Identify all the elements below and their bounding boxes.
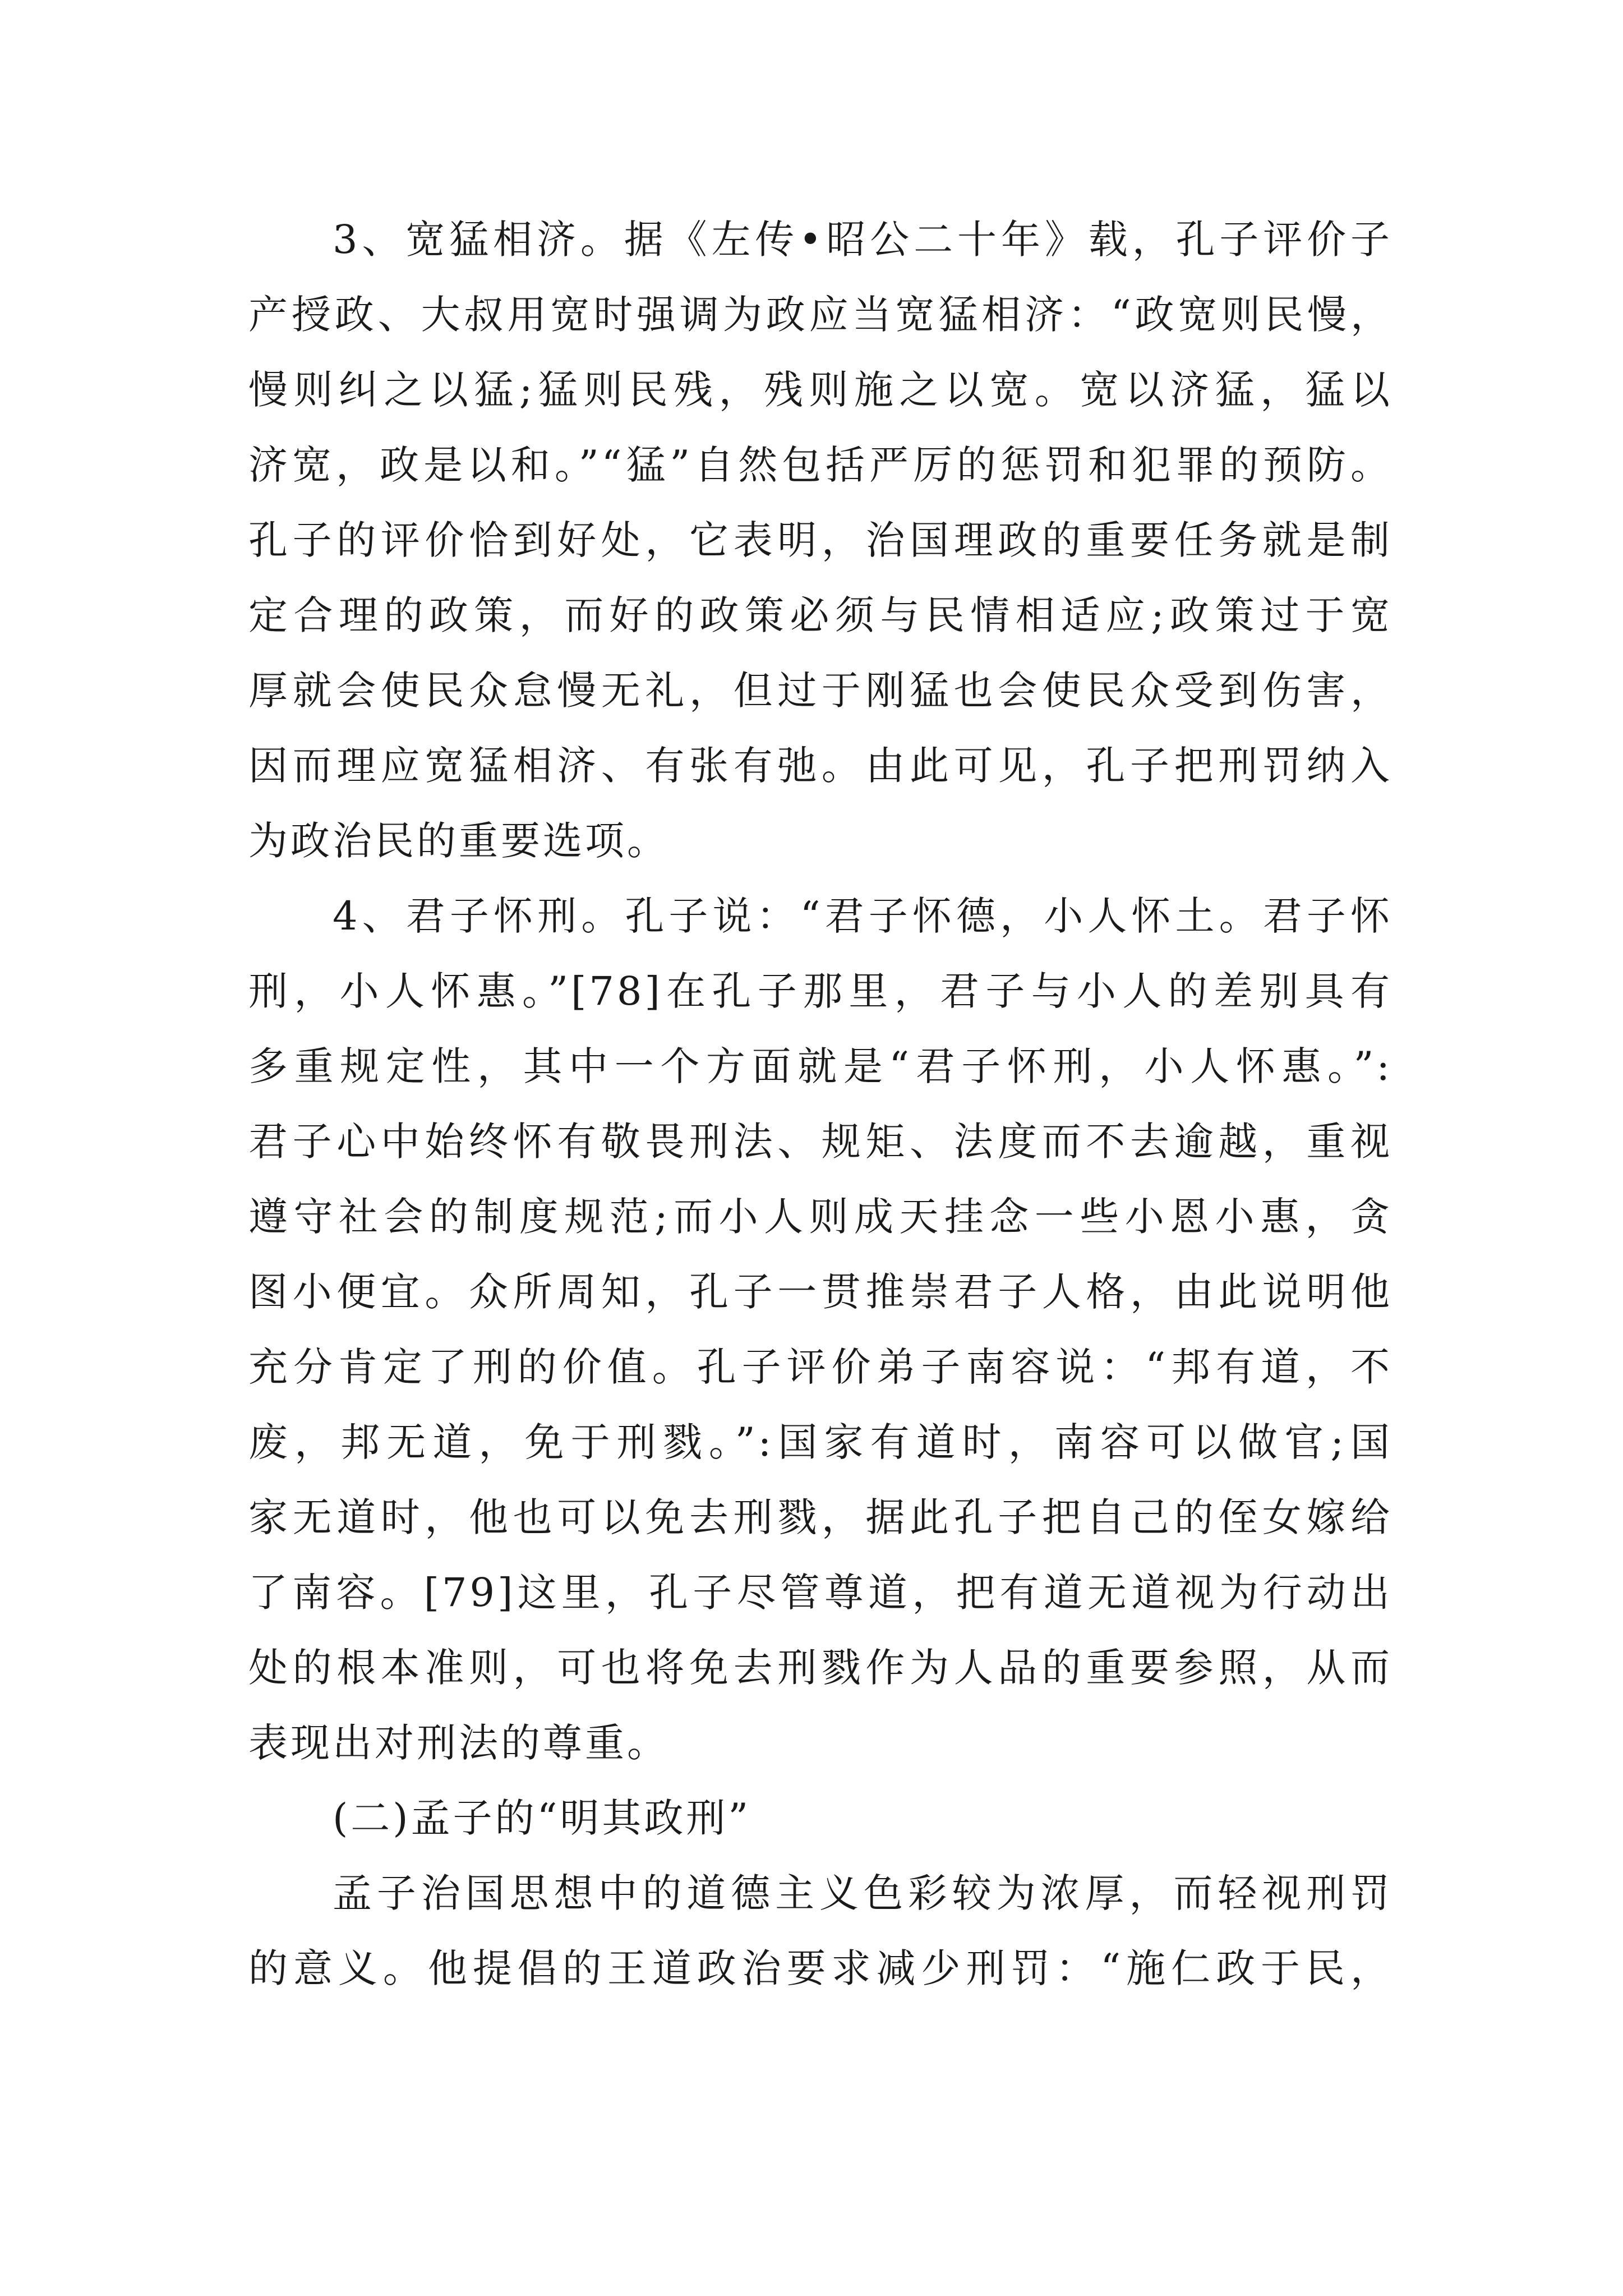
paragraph-5-line: 的意义。他提倡的王道政治要求减少刑罚：“施仁政于民， [248, 1945, 1393, 1991]
paragraph-4-line: 遵守社会的制度规范;而小人则成天挂念一些小恩小惠，贪 [248, 1194, 1393, 1240]
paragraph-3-line: 慢则纠之以猛;猛则民残，残则施之以宽。宽以济猛，猛以 [248, 367, 1393, 413]
paragraph-5-line: 孟子治国思想中的道德主义色彩较为浓厚，而轻视刑罚 [333, 1870, 1393, 1916]
paragraph-4-last-line: 表现出对刑法的尊重。 [248, 1720, 669, 1766]
paragraph-4-line: 君子心中始终怀有敬畏刑法、规矩、法度而不去逾越，重视 [248, 1119, 1393, 1165]
paragraph-3-line: 孔子的评价恰到好处，它表明，治国理政的重要任务就是制 [248, 517, 1393, 563]
section-heading: (二)孟子的“明其政刑” [333, 1795, 751, 1841]
paragraph-3-last-line: 为政治民的重要选项。 [248, 818, 669, 864]
paragraph-4-line: 废，邦无道，免于刑戮。”:国家有道时，南容可以做官;国 [248, 1419, 1393, 1465]
paragraph-4-line: 家无道时，他也可以免去刑戮，据此孔子把自己的侄女嫁给 [248, 1494, 1393, 1540]
paragraph-4-line: 图小便宜。众所周知，孔子一贯推崇君子人格，由此说明他 [248, 1269, 1393, 1315]
paragraph-3-line: 3、宽猛相济。据《左传•昭公二十年》载，孔子评价子 [333, 217, 1393, 263]
paragraph-4-line: 刑，小人怀惠。”[78]在孔子那里，君子与小人的差别具有 [248, 968, 1393, 1014]
paragraph-4-line: 处的根本准则，可也将免去刑戮作为人品的重要参照，从而 [248, 1645, 1393, 1691]
paragraph-4-line: 多重规定性，其中一个方面就是“君子怀刑，小人怀惠。”: [248, 1043, 1393, 1089]
paragraph-4-line: 4、君子怀刑。孔子说：“君子怀德，小人怀土。君子怀 [333, 893, 1393, 939]
paragraph-3-line: 厚就会使民众怠慢无礼，但过于刚猛也会使民众受到伤害， [248, 668, 1393, 714]
paragraph-3-line: 因而理应宽猛相济、有张有弛。由此可见，孔子把刑罚纳入 [248, 743, 1393, 789]
paragraph-3-line: 产授政、大叔用宽时强调为政应当宽猛相济：“政宽则民慢， [248, 292, 1393, 338]
paragraph-4-line: 了南容。[79]这里，孔子尽管尊道，把有道无道视为行动出 [248, 1570, 1393, 1616]
paragraph-3-line: 济宽，政是以和。”“猛”自然包括严厉的惩罚和犯罪的预防。 [248, 442, 1393, 488]
paragraph-4-line: 充分肯定了刑的价值。孔子评价弟子南容说：“邦有道，不 [248, 1344, 1393, 1390]
body-text [248, 202, 1393, 2006]
paragraph-3-line: 定合理的政策，而好的政策必须与民情相适应;政策过于宽 [248, 592, 1393, 638]
